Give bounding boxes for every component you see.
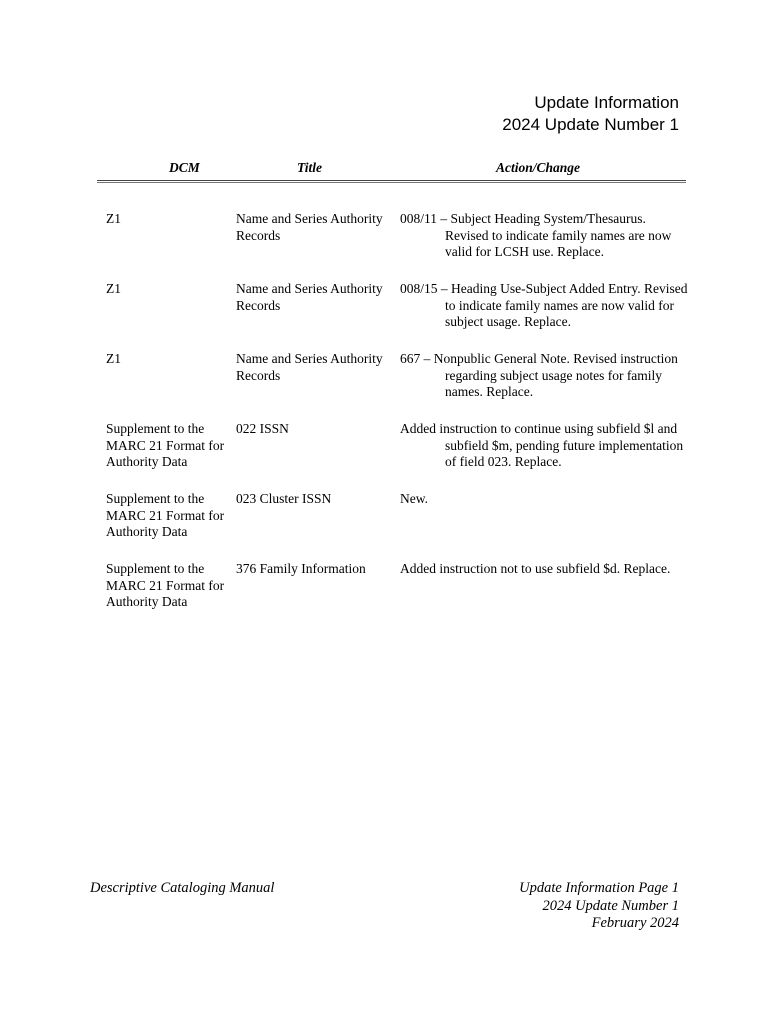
- footer-date: February 2024: [591, 915, 679, 931]
- cell-title: Name and Series Authority Records: [236, 281, 383, 313]
- cell-action: 667 – Nonpublic General Note. Revised instruction regarding subject usage notes for family names. Replace.: [400, 351, 678, 400]
- footer-page-label: Update Information Page 1: [519, 880, 679, 896]
- cell-dcm: Supplement to the MARC 21 Format for Authority Data: [106, 491, 225, 540]
- cell-action: New.: [400, 491, 428, 506]
- table-row: [0, 421, 770, 491]
- footer-manual-title: Descriptive Cataloging Manual: [90, 880, 275, 896]
- footer-update-number: 2024 Update Number 1: [542, 897, 679, 914]
- cell-title: Name and Series Authority Records: [236, 351, 383, 383]
- table-row: [0, 211, 770, 281]
- column-header-dcm: DCM: [169, 160, 200, 175]
- header-divider: [97, 180, 686, 183]
- table-row: [0, 351, 770, 421]
- cell-action: 008/11 – Subject Heading System/Thesaurus. Revised to indicate family names are now valid for LCSH use. Replace.: [400, 211, 672, 260]
- cell-action: Added instruction to continue using subfield $l and subfield $m, pending future implementation of field 023. Replace.: [400, 421, 684, 470]
- cell-dcm: Z1: [106, 281, 121, 296]
- footer-page-info: [519, 880, 679, 933]
- cell-title: 376 Family Information: [236, 561, 366, 576]
- table-row: [0, 281, 770, 351]
- update-table: [0, 211, 770, 631]
- header-title: Update Information: [534, 93, 679, 112]
- column-header-action: Action/Change: [496, 160, 581, 175]
- header-update-number: 2024 Update Number 1: [502, 115, 679, 134]
- page-header: [502, 92, 679, 136]
- cell-action: 008/15 – Heading Use-Subject Added Entry. Revised to indicate family names are now valid for subject usage. Replace.: [400, 281, 688, 330]
- cell-dcm: Supplement to the MARC 21 Format for Authority Data: [106, 421, 225, 470]
- cell-action: Added instruction not to use subfield $d. Replace.: [400, 561, 671, 576]
- cell-title: 023 Cluster ISSN: [236, 491, 332, 506]
- table-row: [0, 561, 770, 631]
- column-header-title: Title: [297, 160, 322, 175]
- cell-dcm: Supplement to the MARC 21 Format for Authority Data: [106, 561, 225, 610]
- cell-dcm: Z1: [106, 211, 121, 226]
- cell-dcm: Z1: [106, 351, 121, 366]
- table-row: [0, 491, 770, 561]
- cell-title: 022 ISSN: [236, 421, 289, 436]
- cell-title: Name and Series Authority Records: [236, 211, 383, 243]
- table-header: [97, 160, 686, 180]
